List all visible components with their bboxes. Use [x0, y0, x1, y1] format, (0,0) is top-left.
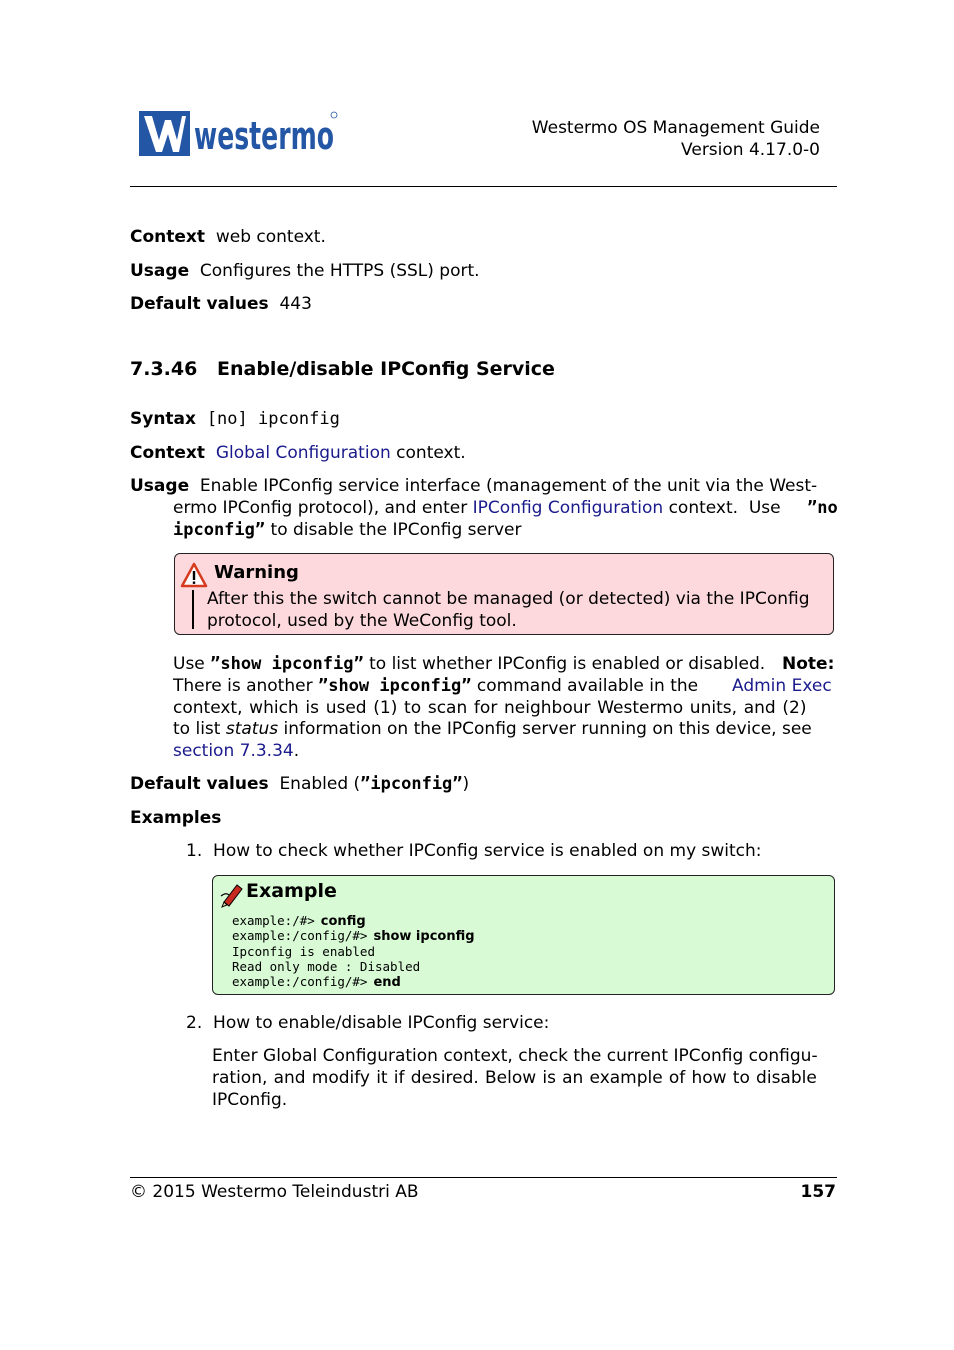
code-line [232, 974, 401, 990]
warning-line: protocol, used by the WeConfig tool. [207, 611, 517, 631]
code-line [232, 959, 420, 974]
code-command: end [373, 975, 401, 990]
usage-more-3: context, which is used (1) to scan for neighbour Westermo units, and (2) [173, 698, 807, 718]
guide-title: Westermo OS Management Guide [531, 118, 820, 138]
code-ipconfig: ”ipconfig” [360, 774, 463, 794]
usage-line-3 [173, 519, 522, 541]
text: command available in the [471, 676, 704, 696]
usage-more-2 [173, 675, 832, 697]
item-text: How to check whether IPConfig service is enabled on my switch: [213, 841, 762, 861]
syntax-line [130, 408, 340, 430]
prev-context [130, 226, 326, 248]
section-title: Enable/disable IPConfig Service [217, 358, 555, 380]
code-line [232, 913, 366, 929]
code-show-ipconfig: ”show ipconfig” [317, 676, 472, 696]
context-line [130, 442, 466, 464]
usage-text: ermo IPConfig protocol), and enter [173, 498, 473, 518]
copyright-text: 2015 Westermo Teleindustri AB [152, 1182, 419, 1202]
section-link[interactable]: section 7.3.34 [173, 741, 294, 761]
svg-text:westermo: westermo [194, 114, 334, 158]
guide-version: Version 4.17.0-0 [681, 140, 820, 160]
header-rule [130, 186, 837, 187]
usage-label: Usage [130, 261, 190, 281]
usage-more-5 [173, 740, 299, 762]
example-item-2 [186, 1012, 549, 1034]
pen-icon [218, 880, 246, 913]
code-prompt: example:/#> [232, 913, 315, 928]
default-value: 443 [279, 294, 312, 314]
example-title: Example [246, 880, 337, 902]
usage-text: Enable IPConfig service interface (management of the unit via the West- [199, 476, 818, 496]
page-number: 157 [800, 1182, 836, 1202]
defaults-label: Default values [130, 774, 269, 794]
code-command: config [320, 914, 366, 929]
warning-title: Warning [214, 562, 299, 583]
code-show-ipconfig: ”show ipconfig” [210, 654, 364, 674]
prev-usage [130, 260, 480, 282]
ipconfig-configuration-link[interactable]: IPConfig Configuration [472, 498, 664, 518]
text: . [293, 741, 300, 761]
section-heading [130, 358, 555, 380]
text: to list [173, 719, 226, 739]
footer-rule [130, 1177, 837, 1178]
westermo-logo [139, 110, 339, 158]
code-prompt: example:/config/#> [232, 974, 368, 989]
item-text: How to enable/disable IPConfig service: [213, 1013, 550, 1033]
usage-more-1 [173, 653, 835, 675]
context-label: Context [130, 227, 206, 247]
usage-more-4 [173, 718, 812, 740]
usage-line-1 [130, 475, 817, 497]
code-output: Read only mode : Disabled [232, 959, 421, 974]
text: Enabled ( [279, 774, 361, 794]
context-rest: context. [390, 443, 466, 463]
usage-label: Usage [130, 476, 190, 496]
code-ipconfig: ipconfig” [173, 520, 266, 540]
code-line [232, 928, 475, 944]
admin-exec-link[interactable]: Admin Exec [732, 676, 832, 696]
usage-line-2 [173, 497, 838, 519]
item2-paragraph-line: IPConfig. [212, 1090, 288, 1110]
note-label: Note: [782, 654, 835, 674]
example-item-1 [186, 840, 762, 862]
code-output: Ipconfig is enabled [232, 944, 375, 959]
item2-paragraph-line: Enter Global Configuration context, check the current IPConfig configu- [212, 1046, 818, 1066]
context-label: Context [130, 443, 206, 463]
text: to list whether IPConfig is enabled or disabled. [363, 654, 771, 674]
prev-defaults [130, 293, 312, 315]
examples-heading: Examples [130, 808, 222, 828]
item-number: 2. [186, 1013, 203, 1033]
default-label: Default values [130, 294, 269, 314]
item2-paragraph-line: ration, and modify it if desired. Below is an example of how to disable [212, 1068, 817, 1088]
code-prompt: example:/config/#> [232, 928, 368, 943]
warning-text [207, 588, 829, 632]
code-no: ”no [807, 498, 838, 518]
context-value: web context. [215, 227, 326, 247]
status-em: status [225, 719, 279, 739]
copyright-symbol: © [130, 1182, 147, 1202]
text: There is another [173, 676, 318, 696]
defaults-line [130, 773, 469, 795]
text: Use [173, 654, 211, 674]
warning-line: After this the switch cannot be managed (or detected) via the IPConfig [207, 589, 810, 609]
usage-text: context. Use [663, 498, 787, 518]
syntax-value: [no] ipconfig [206, 409, 340, 429]
header-info [532, 117, 820, 161]
warning-bar [192, 590, 194, 629]
code-command: show ipconfig [373, 929, 475, 944]
code-line [232, 944, 375, 959]
usage-text: to disable the IPConfig server [265, 520, 522, 540]
warning-triangle-icon [180, 562, 208, 593]
item-number: 1. [186, 841, 203, 861]
usage-value: Configures the HTTPS (SSL) port. [199, 261, 480, 281]
text: ) [462, 774, 470, 794]
global-configuration-link[interactable]: Global Configuration [215, 443, 391, 463]
footer-copyright [130, 1182, 419, 1202]
syntax-label: Syntax [130, 409, 196, 429]
text: information on the IPConfig server running on this device, see [278, 719, 812, 739]
section-number: 7.3.46 [130, 358, 198, 380]
